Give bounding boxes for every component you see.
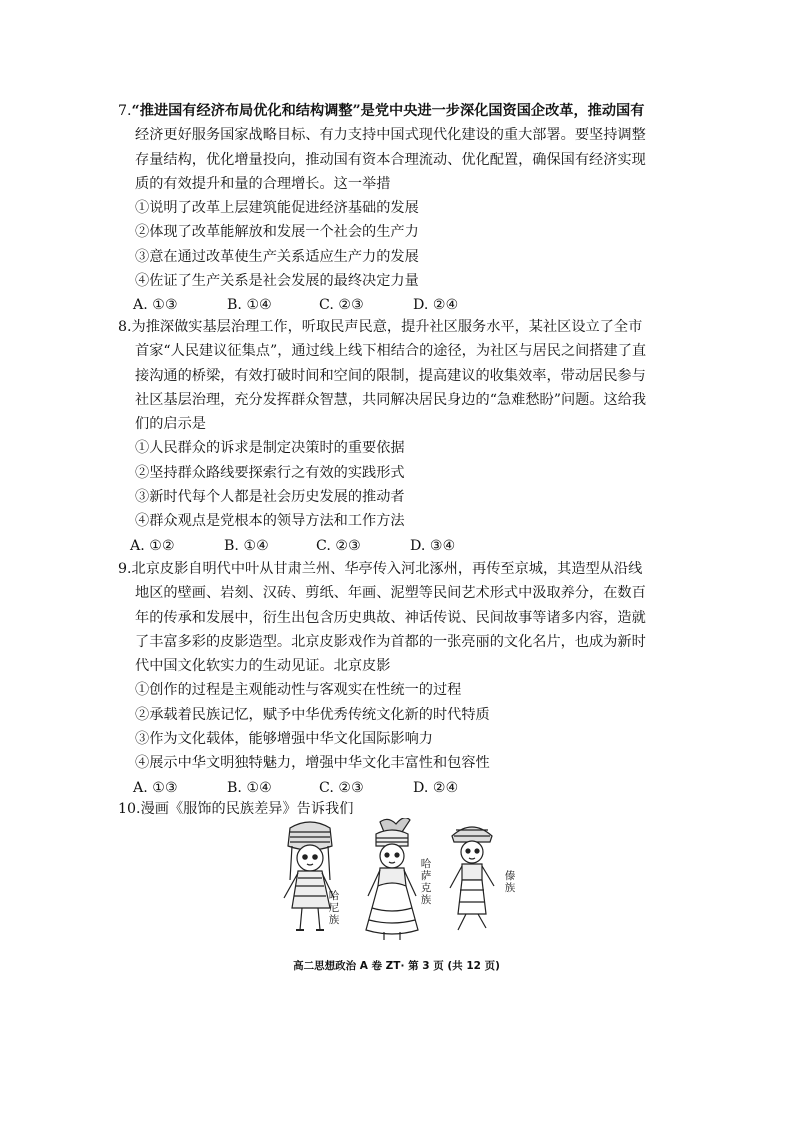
- question-9-option-1: ①创作的过程是主观能动性与客观实在性统一的过程: [135, 682, 462, 699]
- question-8-option-2: ②坚持群众路线要探索行之有效的实践形式: [135, 464, 405, 481]
- question-8: [118, 315, 678, 558]
- question-9-number: 9.: [118, 561, 132, 577]
- question-7-stem: [118, 99, 678, 196]
- question-7-choice-c[interactable]: C. ②③: [319, 297, 364, 314]
- question-9-choice-b[interactable]: B. ①④: [227, 779, 272, 796]
- question-7-choice-b[interactable]: B. ①④: [227, 297, 272, 314]
- question-7-line-2: 经济更好服务国家战略目标、有力支持中国式现代化建设的重大部署。要坚持调整: [135, 127, 646, 144]
- question-9-option-4: ④展示中华文明独特魅力，增强中华文化丰富性和包容性: [135, 755, 490, 772]
- question-8-stem: [118, 315, 678, 436]
- question-8-option-4: ④群众观点是党根本的领导方法和工作方法: [135, 513, 405, 530]
- question-7-option-4: ④佐证了生产关系是社会发展的最终决定力量: [135, 273, 419, 290]
- question-7-line-1: “推进国有经济布局优化和结构调整”是党中央进一步深化国资国企改革，推动国有: [131, 103, 645, 119]
- question-8-line-4: 社区基层治理，充分发挥群众智慧，共同解决居民身边的“急难愁盼”问题。这给我: [135, 391, 647, 408]
- question-8-option-1: ①人民群众的诉求是制定决策时的重要依据: [135, 440, 405, 457]
- question-8-choice-a[interactable]: A. ①②: [130, 537, 175, 554]
- cartoon-figures-illustration: [272, 818, 522, 946]
- hani-figure: [284, 822, 334, 930]
- question-9-option-3: ③作为文化载体，能够增强中华文化国际影响力: [135, 731, 433, 748]
- question-7-option-3: ③意在通过改革使生产关系适应生产力的发展: [135, 248, 419, 265]
- label-dai: 傣族: [504, 870, 516, 894]
- question-9-line-3: 年的传承和发展中，衍生出包含历史典故、神话传说、民间故事等诸多内容，造就: [135, 609, 646, 626]
- dai-figure: [450, 827, 494, 930]
- question-7-line-3: 存量结构，优化增量投向，推动国有资本合理流动、优化配置，确保国有经济实现: [135, 151, 646, 168]
- label-hani: 哈尼族: [328, 890, 340, 926]
- question-9-line-2: 地区的壁画、岩刻、汉砖、剪纸、年画、泥塑等民间艺术形式中汲取养分，在数百: [135, 585, 646, 602]
- label-hasake: 哈萨克族: [420, 858, 432, 906]
- question-9-choice-a[interactable]: A. ①③: [133, 779, 178, 796]
- question-8-option-3: ③新时代每个人都是社会历史发展的推动者: [135, 489, 405, 506]
- question-8-choices: [118, 534, 678, 558]
- question-10-text: 漫画《服饰的民族差异》告诉我们: [140, 801, 354, 817]
- question-7: [118, 99, 678, 318]
- question-8-line-3: 接沟通的桥梁，有效打破时间和空间的限制，提高建议的收集效率，带动居民参与: [135, 367, 646, 384]
- question-7-option-1: ①说明了改革上层建筑能促进经济基础的发展: [135, 200, 419, 217]
- question-9-line-5: 代中国文化软实力的生动见证。北京皮影: [135, 658, 391, 675]
- question-7-choice-d[interactable]: D. ②④: [413, 297, 459, 314]
- question-9-line-4: 了丰富多彩的皮影造型。北京皮影戏作为首都的一张亮丽的文化名片，也成为新时: [135, 633, 646, 650]
- question-9-choice-c[interactable]: C. ②③: [319, 779, 364, 796]
- question-10-number: 10.: [118, 801, 141, 817]
- question-9: [118, 557, 678, 800]
- question-7-number: 7.: [118, 103, 132, 119]
- question-8-choice-c[interactable]: C. ②③: [316, 537, 361, 554]
- question-8-line-5: 们的启示是: [135, 416, 206, 433]
- question-7-choice-a[interactable]: A. ①③: [133, 297, 178, 314]
- question-9-option-2: ②承载着民族记忆，赋予中华优秀传统文化新的时代特质: [135, 706, 490, 723]
- question-9-line-1: 北京皮影自明代中叶从甘肃兰州、华亭传入河北涿州，再传至京城，其造型从沿线: [131, 561, 643, 577]
- question-8-line-1: 为推深做实基层治理工作，听取民声民意，提升社区服务水平，某社区设立了全市: [131, 319, 643, 335]
- hasake-figure: [366, 818, 418, 940]
- question-8-choice-b[interactable]: B. ①④: [224, 537, 269, 554]
- question-9-choice-d[interactable]: D. ②④: [413, 779, 459, 796]
- question-7-option-2: ②体现了改革能解放和发展一个社会的生产力: [135, 224, 419, 241]
- page-footer: 高二思想政治 A 卷 ZT· 第 3 页 (共 12 页): [293, 960, 500, 972]
- question-8-number: 8.: [118, 319, 132, 335]
- question-7-line-4: 质的有效提升和量的合理增长。这一举措: [135, 175, 391, 192]
- ethnic-costume-cartoon: [272, 818, 522, 946]
- question-8-choice-d[interactable]: D. ③④: [410, 537, 456, 554]
- question-8-line-2: 首家“人民建议征集点”，通过线上线下相结合的途径，为社区与居民之间搭建了直: [135, 343, 647, 360]
- question-9-stem: [118, 557, 678, 678]
